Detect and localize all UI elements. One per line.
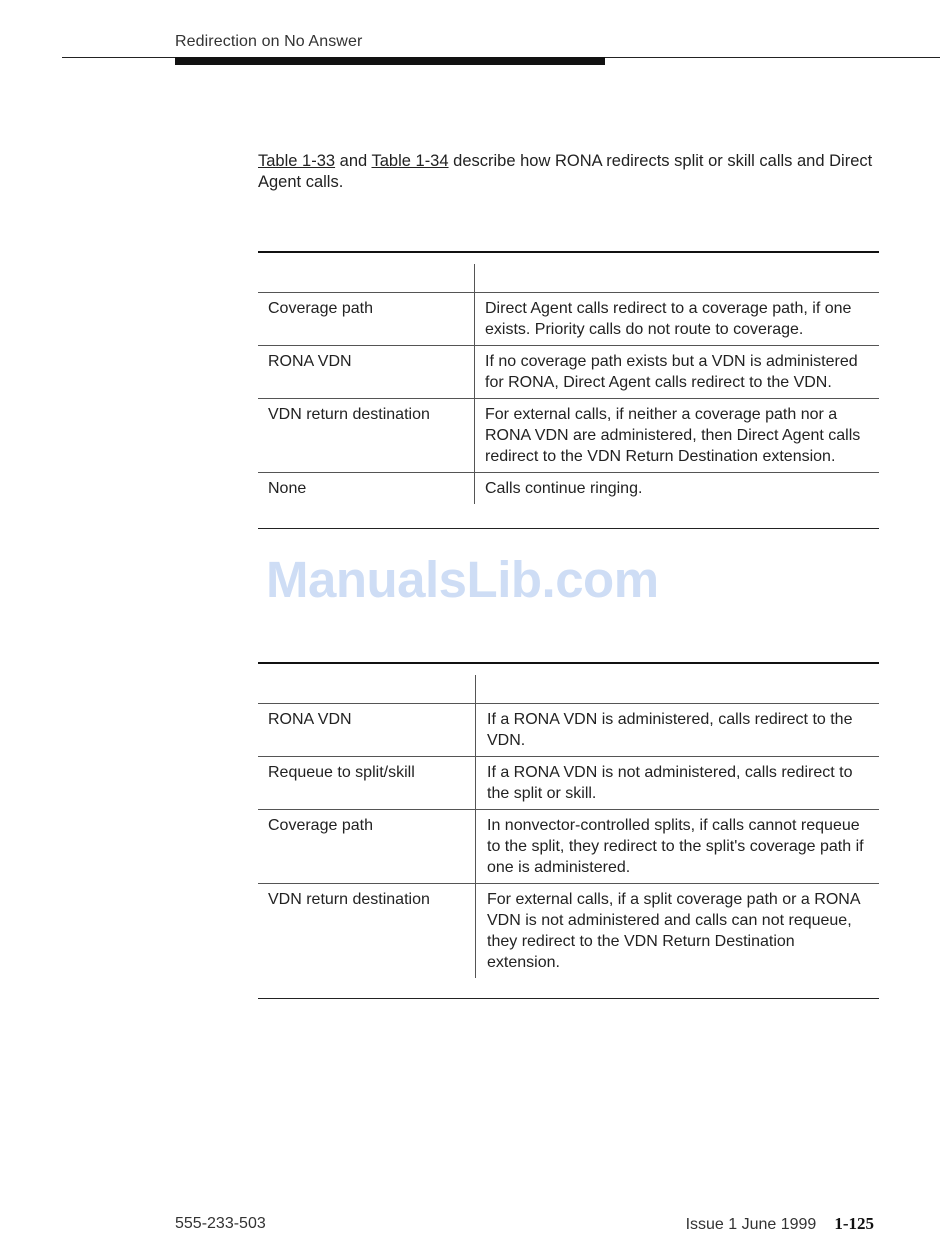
table-row — [258, 399, 879, 473]
intro-paragraph — [258, 151, 888, 193]
table-header-row — [258, 264, 879, 293]
table-header-cell — [476, 675, 879, 703]
table-header-cell — [475, 264, 879, 292]
watermark: ManualsLib.com — [266, 551, 659, 608]
table-header-cell — [258, 675, 476, 703]
table-cell-item: Requeue to split/skill — [258, 757, 476, 809]
table-cell-item: VDN return destination — [258, 884, 476, 978]
page-number: 1-125 — [834, 1214, 874, 1233]
table-cell-item: RONA VDN — [258, 704, 476, 756]
table-cell-item: None — [258, 473, 475, 504]
table-cell-description: Calls continue ringing. — [485, 480, 643, 497]
running-header: Redirection on No Answer — [175, 33, 363, 50]
table-cell-description: If a RONA VDN is not administered, calls redirect to the split or skill. — [487, 764, 853, 802]
direct-agent-table — [258, 251, 879, 529]
table-cell-description: Direct Agent calls redirect to a coverage path, if one exists. Priority calls do not route to coverage. — [485, 300, 852, 338]
intro-text: describe how RONA redirects split or skill calls and Direct Agent calls. — [258, 152, 873, 191]
split-skill-table — [258, 662, 879, 999]
table-header-cell — [258, 264, 475, 292]
table-row — [258, 293, 879, 346]
table-1-34-link[interactable]: Table 1-34 — [371, 152, 449, 170]
table-cell-item: Coverage path — [258, 810, 476, 883]
table-header-row — [258, 675, 879, 704]
table-cell-item: VDN return destination — [258, 399, 475, 472]
table-cell-item: RONA VDN — [258, 346, 475, 398]
table-row — [258, 757, 879, 810]
table-top-rule — [258, 251, 879, 253]
issue-date: Issue 1 June 1999 — [685, 1216, 817, 1233]
table-top-rule — [258, 662, 879, 664]
table-1-33-link[interactable]: Table 1-33 — [258, 152, 336, 170]
table-cell-description: For external calls, if neither a coverage path nor a RONA VDN are administered, then Direct Agent calls redirect to the VDN Return Destination extension. — [485, 406, 861, 465]
table-row — [258, 810, 879, 884]
table-row — [258, 346, 879, 399]
table-cell-item: Coverage path — [258, 293, 475, 345]
table-cell-description: If a RONA VDN is administered, calls redirect to the VDN. — [487, 711, 853, 749]
footer-right — [686, 1214, 874, 1234]
table-row — [258, 704, 879, 757]
intro-connector: and — [339, 152, 368, 170]
table-cell-description: For external calls, if a split coverage path or a RONA VDN is not administered and calls can not requeue, they redirect to the VDN Return Destination extension. — [487, 891, 860, 971]
table-cell-description: If no coverage path exists but a VDN is administered for RONA, Direct Agent calls redirect to the VDN. — [485, 353, 858, 391]
doc-number: 555-233-503 — [175, 1215, 266, 1232]
table-cell-description: In nonvector-controlled splits, if calls cannot requeue to the split, they redirect to the split's coverage path if one is administered. — [487, 817, 864, 876]
table-bottom-rule — [258, 998, 879, 999]
table-row — [258, 884, 879, 978]
table-row — [258, 473, 879, 504]
header-bar — [175, 57, 605, 65]
table-bottom-rule — [258, 528, 879, 529]
